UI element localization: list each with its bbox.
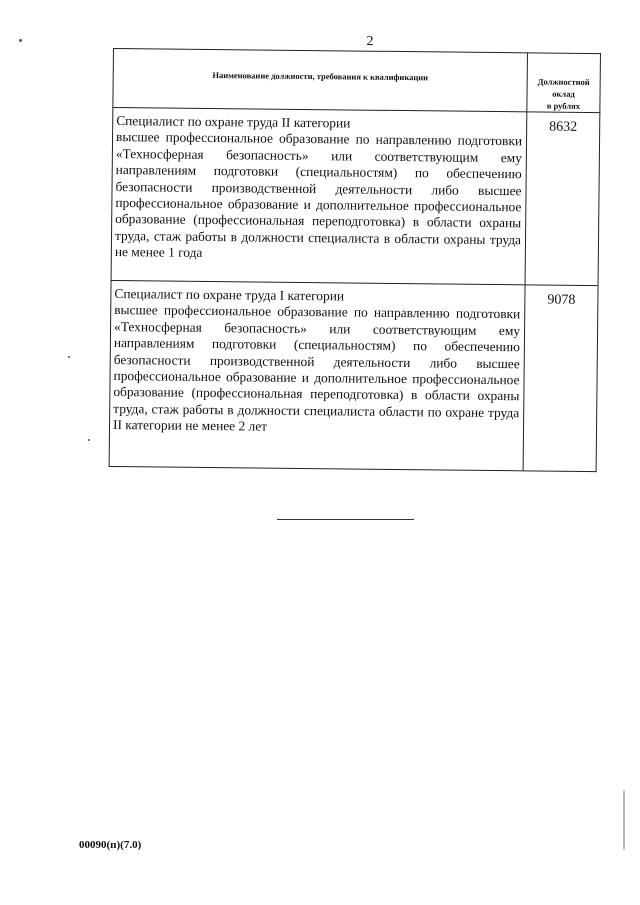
header-salary bbox=[527, 53, 601, 113]
table-header-row bbox=[113, 49, 601, 113]
position-cell bbox=[109, 280, 525, 470]
table-row bbox=[111, 108, 600, 286]
position-requirements: высшее профессиональное образование по направлению подготовки «Техносферная безопасность» или соответствующим ему направлениям подготовки (специальностям) по обеспечению безопасности производственной деятельности либо высшее профессиональное образование и дополнительное профессиональное образование (профессиональная переподготовка) в области охраны труда, стаж работы в должности специалиста в области охраны труда не менее 1 года bbox=[114, 129, 523, 261]
salary-table bbox=[109, 48, 600, 472]
position-title: Специалист по охране труда I категории bbox=[114, 286, 345, 304]
salary-value: 9078 bbox=[523, 285, 598, 472]
header-position-title: Наименование должности, требования к квалификации bbox=[113, 49, 528, 112]
position-requirements: высшее профессиональное образование по направлению подготовки «Техносферная безопасность» или соответствующим ему направлениям подготовки (специальностям) по обеспечению безопасности производственной деятельности либо высшее профессиональное образование и дополнительное профессиональное образование (профессиональная переподготовка) в области охраны труда, стаж работы в должности специалиста области по охране труда II категории не менее 2 лет bbox=[112, 302, 521, 434]
scan-speck bbox=[88, 439, 90, 441]
header-salary-line: оклад bbox=[552, 88, 575, 99]
salary-value: 8632 bbox=[525, 112, 600, 286]
scan-speck bbox=[68, 356, 70, 358]
document-code: 00090(п)(7.0) bbox=[79, 839, 142, 851]
header-salary-line: Должностной bbox=[537, 76, 590, 87]
scan-speck bbox=[19, 39, 22, 42]
position-title: Специалист по охране труда II категории bbox=[116, 113, 351, 131]
position-cell bbox=[111, 108, 527, 285]
end-divider-line bbox=[277, 519, 414, 520]
page-number: 2 bbox=[366, 34, 374, 49]
table-row bbox=[109, 280, 598, 471]
scan-edge-mark bbox=[623, 790, 625, 850]
header-salary-line: в рублях bbox=[546, 100, 581, 111]
